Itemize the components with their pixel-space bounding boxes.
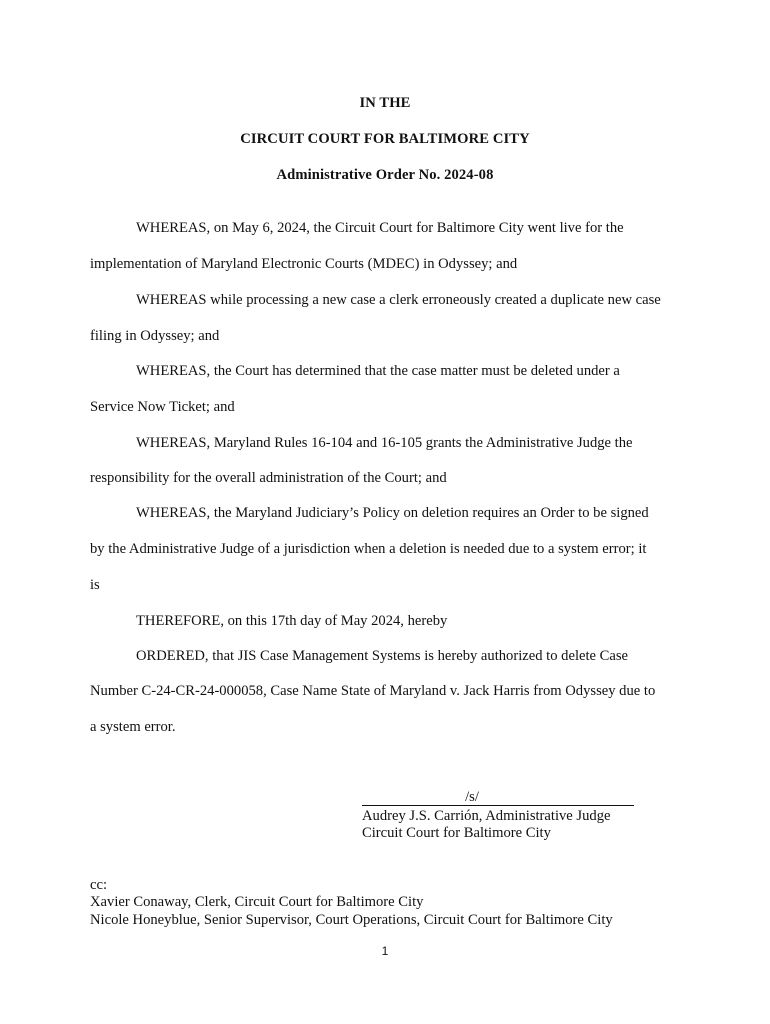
body-line: by the Administrative Judge of a jurisdiction when a deletion is needed due to a system error; it bbox=[90, 541, 647, 557]
heading-order-number: Administrative Order No. 2024-08 bbox=[276, 167, 494, 183]
page-number: 1 bbox=[381, 944, 389, 958]
cc-recipient: Xavier Conaway, Clerk, Circuit Court for Baltimore City bbox=[90, 894, 424, 910]
body-line: Service Now Ticket; and bbox=[90, 399, 235, 415]
body-line: implementation of Maryland Electronic Courts (MDEC) in Odyssey; and bbox=[90, 256, 518, 272]
heading-court-name: CIRCUIT COURT FOR BALTIMORE CITY bbox=[240, 131, 530, 147]
body-line: WHEREAS while processing a new case a clerk erroneously created a duplicate new case bbox=[136, 292, 661, 308]
body-line: THEREFORE, on this 17th day of May 2024, hereby bbox=[136, 613, 448, 629]
body-line: WHEREAS, on May 6, 2024, the Circuit Court for Baltimore City went live for the bbox=[136, 220, 624, 236]
cc-label: cc: bbox=[90, 877, 108, 893]
body-line: WHEREAS, the Court has determined that the case matter must be deleted under a bbox=[136, 363, 620, 379]
heading-in-the: IN THE bbox=[359, 95, 411, 111]
body-line: is bbox=[90, 577, 100, 593]
signatory-name: Audrey J.S. Carrión, Administrative Judge bbox=[362, 808, 611, 824]
signatory-court: Circuit Court for Baltimore City bbox=[362, 825, 551, 841]
signature-line bbox=[362, 789, 634, 806]
body-line: WHEREAS, Maryland Rules 16-104 and 16-105 grants the Administrative Judge the bbox=[136, 435, 633, 451]
body-line: Number C-24-CR-24-000058, Case Name State of Maryland v. Jack Harris from Odyssey due to bbox=[90, 683, 656, 699]
body-line: responsibility for the overall administration of the Court; and bbox=[90, 470, 447, 486]
body-line: a system error. bbox=[90, 719, 176, 735]
signature-mark: /s/ bbox=[465, 789, 479, 805]
cc-recipient: Nicole Honeyblue, Senior Supervisor, Court Operations, Circuit Court for Baltimore City bbox=[90, 912, 613, 928]
body-line: WHEREAS, the Maryland Judiciary’s Policy on deletion requires an Order to be signed bbox=[136, 505, 649, 521]
body-line: filing in Odyssey; and bbox=[90, 328, 220, 344]
body-line: ORDERED, that JIS Case Management Systems is hereby authorized to delete Case bbox=[136, 648, 629, 664]
